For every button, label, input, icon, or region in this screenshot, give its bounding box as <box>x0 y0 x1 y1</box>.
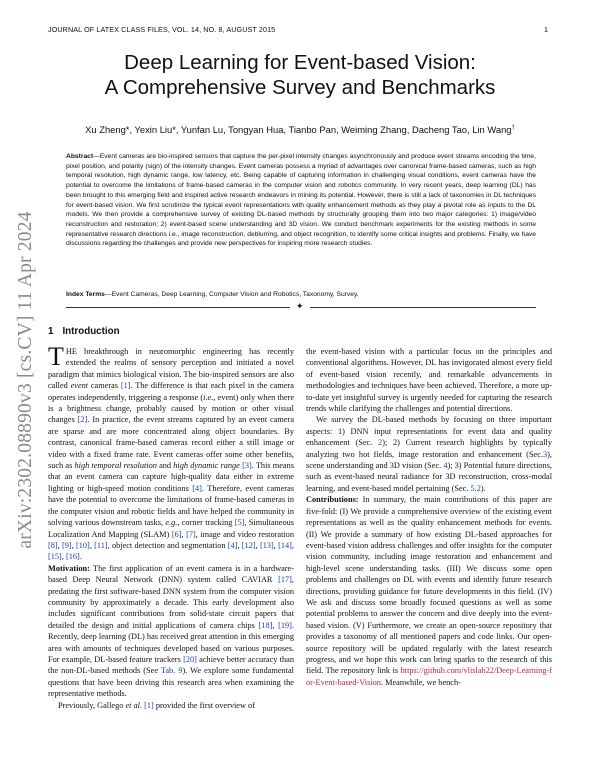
section-link[interactable]: 2 <box>378 438 383 448</box>
citation-link[interactable]: [14] <box>278 540 292 550</box>
journal-header: JOURNAL OF LATEX CLASS FILES, VOL. 14, NO. 8, AUGUST 2015 <box>48 25 276 34</box>
text-run: We survey the DL-based methods by focusing on three important aspects: 1) DNN input representations for event data and quality enhancement (Sec. <box>306 415 552 448</box>
arxiv-stamp-text: arXiv:2302.08890v3 [cs.CV] 11 Apr 2024 <box>15 211 36 549</box>
abstract-text: —Event cameras are bio-inspired sensors that capture the per-pixel intensity changes asynchronously and produce event streams encoding the time, pixel position, and polarity (sign) of the intensity changes. Event cameras possess a myriad of advantages over canonical frame-based cameras, such as high temporal resolution, high dynamic range, low latency, etc. Being capable of capturing information in challenging visual conditions, event cameras have the potential to overcome the limitations of frame-based cameras in the computer vision and robotics community. In very recent years, deep learning (DL) has been brought to this emerging field and inspired active research endeavors in mining its potential. However, there is still a lack of taxonomies in DL techniques for event-based vision. We first scrutinize the typical event representations with quality enhancement methods as they play a pivotal role as inputs to the DL models. We then provide a comprehensive survey of existing DL-based methods by structurally grouping them into two major categories: 1) image/video reconstruction and restoration; 2) event-based scene understanding and 3D vision. We conduct benchmark experiments for the existing methods in some representative research directions i.e., image reconstruction, deblurring, and object recognition, to identify some critical insights and problems. Finally, we have discussions regarding the challenges and provide new perspectives for inspiring more research studies. <box>66 153 536 248</box>
text-run: Previously, Gallego <box>58 700 126 710</box>
section-link[interactable]: 4 <box>443 461 448 471</box>
arxiv-stamp <box>4 170 48 590</box>
text-run: In summary, the main contributions of this paper are five-fold: (I) We provide a comprehensive overview of the existing event representations as well as the quality enhancement methods for events. (II) We provide a summary of how existing DL-based approaches for event-based vision address challenges and offer insights for the computer vision community, including image restoration and enhancement and high-level scene understanding tasks. (III) We discuss some open problems and challenges on DL with events and identify future research directions, providing guidance for future developments in this field. (IV) We ask and discuss some broadly focused questions as well as some potential problems to answer the concern and dive deeply into the event-based vision. (V) Furthermore, we create an open-source repository that provides a taxonomy of all mentioned papers and code links. Our open-source repository will be updated regularly with the latest research progress, and we hope this work can bring sparks to the research of this field. The repository link is <box>306 495 552 676</box>
intro-paragraph <box>48 342 294 563</box>
text-run: achieve better accuracy than the non-DL-based methods (See <box>48 654 294 676</box>
citation-link[interactable]: [17] <box>278 575 292 585</box>
text-run: , <box>272 620 279 630</box>
text-run: , <box>57 540 62 550</box>
section-title: Introduction <box>62 326 120 337</box>
abstract-lead: Abstract <box>66 153 94 160</box>
emphasis: event <box>70 381 89 391</box>
citation-link[interactable]: [5] <box>234 518 245 528</box>
index-terms <box>66 290 536 300</box>
aspects-paragraph <box>306 414 552 494</box>
text-run: , image and video restoration <box>195 529 294 539</box>
text-run: , <box>71 540 76 550</box>
text-run: and <box>156 461 174 471</box>
left-column <box>48 342 294 711</box>
text-run: , <box>237 540 242 550</box>
text-run: HE breakthrough in neuromorphic engineering has recently extended the realms of sensory perception and initiated a novel paradigm that mimics biological vision. The bio-inspired sensors are also called <box>48 347 294 391</box>
right-column <box>306 346 552 688</box>
text-run: , Simultaneous Localization And Mapping (SLAM) <box>48 518 294 539</box>
section-number: 1 <box>48 326 54 337</box>
citation-link[interactable]: [20] <box>183 654 197 664</box>
citation-link[interactable]: [10] <box>76 540 90 550</box>
text-run: , object detection and segmentation <box>107 540 228 550</box>
citation-link[interactable]: [3] <box>242 461 252 471</box>
section-link[interactable]: 5.2 <box>470 483 481 493</box>
text-run: cameras <box>88 381 121 391</box>
contributions-paragraph <box>306 494 552 688</box>
emphasis: high temporal resolution <box>74 461 157 471</box>
text-run: . Meanwhile, we bench- <box>380 677 461 687</box>
citation-link[interactable]: [9] <box>62 540 72 550</box>
text-run: ), scene understanding and 3D vision (Sec. <box>306 449 552 471</box>
text-run: The first application of an event camera is in a hardware-based Deep Neural Network (DNN) system called CAVIAR <box>48 563 294 585</box>
citation-link[interactable]: [18] <box>258 620 273 630</box>
citation-link[interactable]: [4] <box>192 483 202 493</box>
index-terms-text: —Event Cameras, Deep Learning, Computer Vision and Robotics, Taxonomy, Survey. <box>104 291 359 298</box>
citation-link[interactable]: [15] <box>48 552 62 562</box>
divider-right <box>310 307 536 308</box>
author-list <box>50 124 550 135</box>
text-run: . This means that an event camera can capture high-quality data either in extreme lighting or high-speed motion conditions <box>48 461 294 493</box>
text-run: , <box>255 540 260 550</box>
emphasis: i.e. <box>203 392 214 402</box>
title-line-2: A Comprehensive Survey and Benchmarks <box>104 76 496 99</box>
section-heading <box>48 326 120 337</box>
emphasis: e.g. <box>165 518 178 528</box>
page-number: 1 <box>544 25 548 34</box>
citation-link[interactable]: [2] <box>77 415 88 425</box>
paragraph-lead: Contributions: <box>306 495 359 505</box>
text-run: , event) only when there is a brightness change, probably caused by motion or other visual changes <box>48 392 294 425</box>
index-terms-lead: Index Terms <box>66 291 105 298</box>
citation-link[interactable]: [13] <box>259 540 274 550</box>
text-run: , <box>61 552 66 562</box>
emphasis: high dynamic range <box>173 461 240 471</box>
text-run: , <box>291 540 294 550</box>
citation-link[interactable]: [19] <box>278 620 292 630</box>
divider-icon: ✦ <box>296 302 304 312</box>
text-run: provided the first overview of <box>153 700 255 710</box>
text-run: , <box>181 529 187 539</box>
text-run: . Therefore, event cameras have the potential to overcome the limitations of frame-based cameras in the computer vision and robotic fields and have helped the community in solving various downstream tasks, <box>48 483 294 528</box>
text-run: , <box>89 540 95 550</box>
text-run: . Recently, deep learning (DL) has received great attention in this emerging area with amounts of techniques developed based on various purposes. For example, DL-based feature trackers <box>48 620 294 664</box>
authors-text: Xu Zheng*, Yexin Liu*, Yunfan Lu, Tongyan Hua, Tianbo Pan, Weiming Zhang, Dacheng Tao, Lin Wang <box>85 124 512 135</box>
text-run: ). <box>480 483 486 493</box>
citation-link[interactable]: [7] <box>186 529 196 539</box>
text-run: , predating the first software-based DNN system from the computer vision community by approximately a decade. This early development also includes significant contributions from solid-state circuit papers that detailed the design and initial applications of camera chips <box>48 575 294 630</box>
citation-link[interactable]: [1] <box>120 381 131 391</box>
previous-work-paragraph <box>48 700 294 711</box>
text-run: , corner tracking <box>177 518 235 528</box>
citation-link[interactable]: [11] <box>94 540 108 550</box>
text-run: . The difference is that each pixel in the camera operates independently, triggering a response ( <box>48 381 294 402</box>
text-run: ); 2) Current research highlights by typically analyzing two hot fields, image restoration and enhancement (Sec. <box>306 438 552 459</box>
citation-link[interactable]: [6] <box>171 529 182 539</box>
citation-link[interactable]: [12] <box>241 540 256 550</box>
text-run: , <box>273 540 279 550</box>
citation-link[interactable]: [1] <box>144 700 154 710</box>
author-footnote-mark: † <box>511 124 515 131</box>
text-run: ); 3) Potential future directions, such as event-based neural radiance for 3D reconstruction, cross-modal learning, and event-based model pertaining (Sec. <box>306 461 552 493</box>
paragraph-lead: Motivation: <box>48 563 90 573</box>
text-run: . <box>79 552 82 562</box>
drop-cap: T <box>48 342 64 371</box>
abstract <box>66 152 536 249</box>
text-run: . In practice, the event streams captured by an event camera are sparse and are more concentrated along object boundaries. By contrast, canonical frame-based cameras record either a still image or video with a fixed frame rate. Event cameras offer some other benefits, such as <box>48 415 294 471</box>
table-link[interactable]: Tab. 9 <box>160 666 183 676</box>
paper-title <box>60 50 540 100</box>
divider-left <box>66 307 290 308</box>
section-link[interactable]: 3 <box>543 449 548 459</box>
title-line-1: Deep Learning for Event-based Vision: <box>124 51 476 74</box>
citation-link[interactable]: [16] <box>65 552 80 562</box>
citation-link[interactable]: [4] <box>227 540 238 550</box>
text-run: ). We explore some fundamental questions that have been driving this research area when examining the representative methods. <box>48 666 294 699</box>
citation-link[interactable]: [8] <box>48 540 58 550</box>
repository-link[interactable]: https://github.com/vlislab22/Deep-Learning-for-Event-based-Vision <box>306 666 552 687</box>
survey-focus-paragraph: the event-based vision with a particular focus on the principles and conventional algorithms. However, DL has invigorated almost every field of event-based vision recently, and remarkable advancements in methodologies and techniques have been achieved. Therefore, a more up-to-date yet insightful survey is urgently needed for capturing the research trends while clarifying the challenges and potential directions. <box>306 347 552 414</box>
motivation-paragraph <box>48 563 294 700</box>
emphasis: et al. <box>125 700 143 710</box>
